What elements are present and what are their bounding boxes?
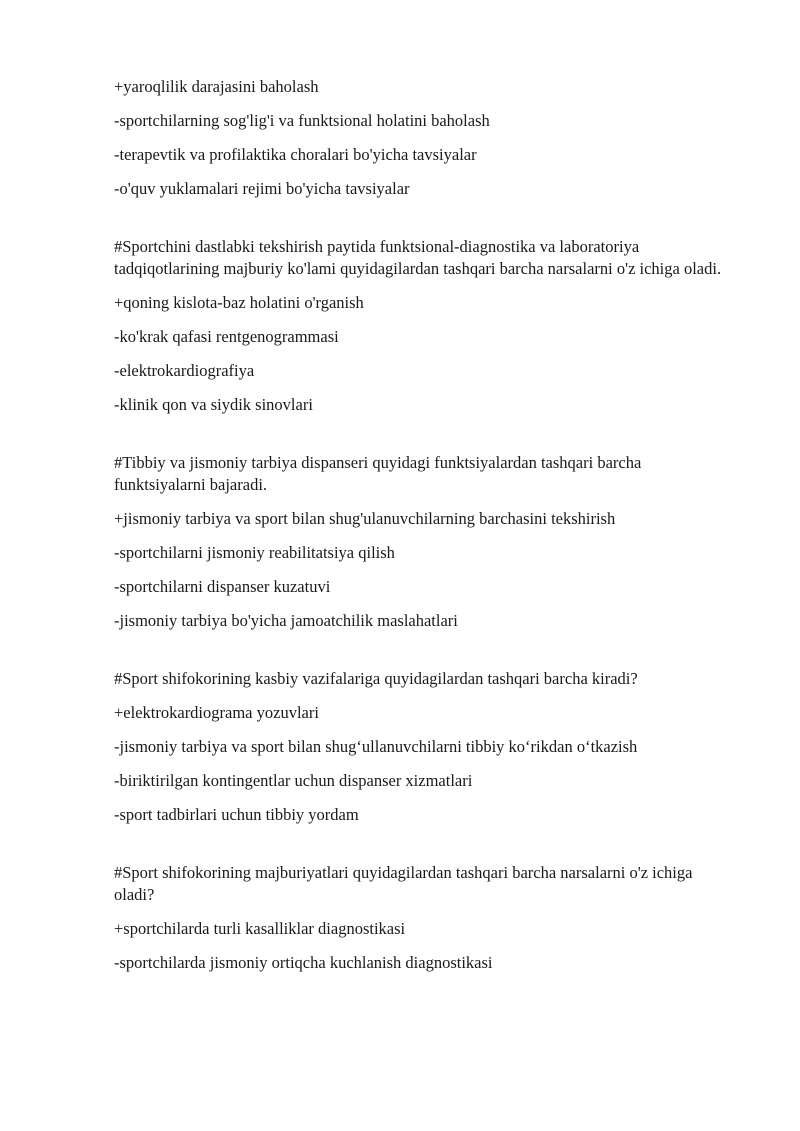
answer-option: -klinik qon va siydik sinovlari — [114, 395, 313, 414]
question-text: #Sport shifokorining kasbiy vazifalariga quyidagilardan tashqari barcha kiradi? — [114, 669, 638, 688]
answer-option: +yaroqlilik darajasini baholash — [114, 77, 319, 96]
question-text: #Sport shifokorining majburiyatlari quyidagilardan tashqari barcha narsalarni o'z ichiga oladi? — [114, 863, 693, 904]
document-content — [114, 76, 724, 974]
answer-option: -sportchilarni jismoniy reabilitatsiya qilish — [114, 543, 395, 562]
question-block-2 — [114, 236, 724, 416]
answer-option: +qoning kislota-baz holatini o'rganish — [114, 293, 364, 312]
question-text: #Sportchini dastlabki tekshirish paytida funktsional-diagnostika va laboratoriya tadqiqotlarining majburiy ko'lami quyidagilardan tashqari barcha narsalarni o'z ichiga oladi. — [114, 237, 722, 278]
answer-option: +sportchilarda turli kasalliklar diagnostikasi — [114, 919, 406, 938]
answer-option: -sport tadbirlari uchun tibbiy yordam — [114, 805, 359, 824]
answer-option: -sportchilarda jismoniy ortiqcha kuchlanish diagnostikasi — [114, 953, 493, 972]
question-text: #Tibbiy va jismoniy tarbiya dispanseri quyidagi funktsiyalardan tashqari barcha funktsiyalarni bajaradi. — [114, 453, 642, 494]
answer-option: +jismoniy tarbiya va sport bilan shug'ulanuvchilarning barchasini tekshirish — [114, 509, 616, 528]
answer-option: -o'quv yuklamalari rejimi bo'yicha tavsiyalar — [114, 179, 410, 198]
answer-option: -terapevtik va profilaktika choralari bo'yicha tavsiyalar — [114, 145, 477, 164]
answer-option: -jismoniy tarbiya va sport bilan shug‘ullanuvchilarni tibbiy ko‘rikdan o‘tkazish — [114, 737, 638, 756]
answer-option: -biriktirilgan kontingentlar uchun dispanser xizmatlari — [114, 771, 473, 790]
answer-option: -ko'krak qafasi rentgenogrammasi — [114, 327, 339, 346]
question-block-3 — [114, 452, 724, 632]
answer-option: +elektrokardiograma yozuvlari — [114, 703, 319, 722]
question-block-4 — [114, 668, 724, 826]
question-block-1 — [114, 76, 724, 200]
answer-option: -elektrokardiografiya — [114, 361, 255, 380]
answer-option: -jismoniy tarbiya bo'yicha jamoatchilik maslahatlari — [114, 611, 458, 630]
answer-option: -sportchilarni dispanser kuzatuvi — [114, 577, 331, 596]
answer-option: -sportchilarning sog'lig'i va funktsional holatini baholash — [114, 111, 490, 130]
question-block-5 — [114, 862, 724, 974]
